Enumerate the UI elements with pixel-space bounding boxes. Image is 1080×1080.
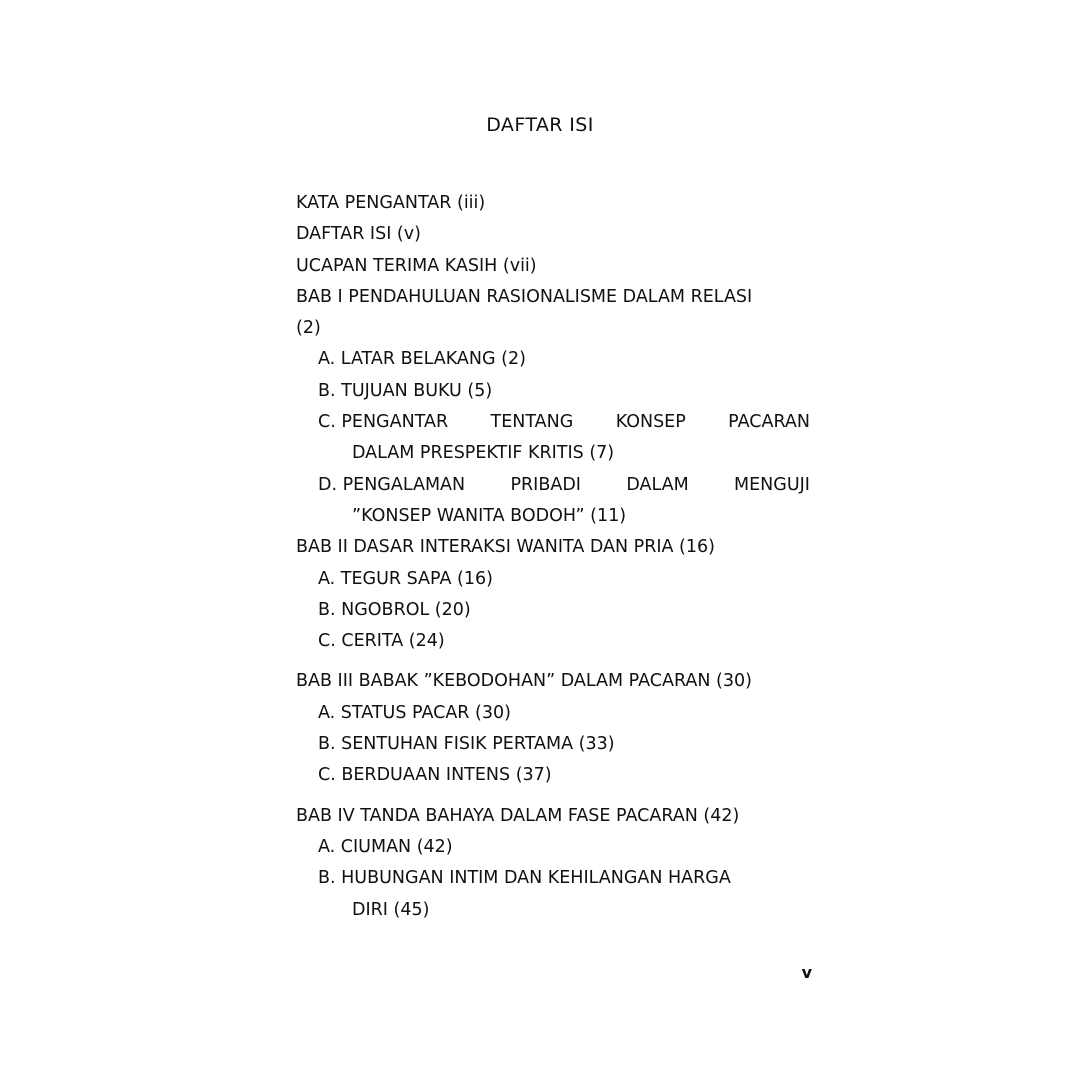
toc-entry-bab3-b[interactable]: B. SENTUHAN FISIK PERTAMA (33) xyxy=(318,734,615,755)
toc-entry-daftar-isi[interactable]: DAFTAR ISI (v) xyxy=(296,224,421,245)
toc-entry-bab1-d[interactable] xyxy=(318,470,810,501)
toc-entry-bab2-b[interactable]: B. NGOBROL (20) xyxy=(318,599,471,620)
toc-entry-kata-pengantar[interactable]: KATA PENGANTAR (iii) xyxy=(296,193,486,213)
toc-entry-bab3-a[interactable]: A. STATUS PACAR (30) xyxy=(318,702,511,723)
toc-entry-bab1-c-continuation[interactable]: DALAM PRESPEKTIF KRITIS (7) xyxy=(352,443,615,464)
toc-entry-bab1-c[interactable] xyxy=(318,407,810,438)
toc-entry-bab1-d-seg-4: MENGUJI xyxy=(734,474,810,495)
page-title: DAFTAR ISI xyxy=(486,114,594,136)
page-number: v xyxy=(801,963,812,982)
toc-entry-bab1-d-continuation[interactable]: ”KONSEP WANITA BODOH” (11) xyxy=(352,505,627,526)
toc-entry-bab1-b[interactable]: B. TUJUAN BUKU (5) xyxy=(318,380,493,401)
toc-entry-bab1-d-seg-1: D. PENGALAMAN xyxy=(318,474,466,495)
toc-entry-bab1-c-seg-2: TENTANG xyxy=(490,412,574,433)
toc-entry-ucapan-terima-kasih[interactable]: UCAPAN TERIMA KASIH (vii) xyxy=(296,255,537,276)
toc-chapter-bab-2[interactable]: BAB II DASAR INTERAKSI WANITA DAN PRIA (16) xyxy=(296,537,715,558)
toc-chapter-bab-3[interactable]: BAB III BABAK ”KEBODOHAN” DALAM PACARAN (30) xyxy=(296,671,752,692)
toc-entry-bab1-d-seg-2: PRIBADI xyxy=(510,474,581,495)
toc-entry-bab4-a[interactable]: A. CIUMAN (42) xyxy=(318,836,453,857)
toc-chapter-bab-4[interactable]: BAB IV TANDA BAHAYA DALAM FASE PACARAN (42) xyxy=(296,805,740,826)
toc-entry-bab4-b[interactable]: B. HUBUNGAN INTIM DAN KEHILANGAN HARGA xyxy=(318,868,731,889)
toc-entry-bab3-c[interactable]: C. BERDUAAN INTENS (37) xyxy=(318,765,552,786)
toc-chapter-bab-1[interactable]: BAB I PENDAHULUAN RASIONALISME DALAM RELASI xyxy=(296,286,753,307)
toc-entry-bab1-c-seg-4: PACARAN xyxy=(728,412,810,433)
toc-entry-bab4-b-continuation[interactable]: DIRI (45) xyxy=(352,899,430,920)
toc-entry-bab1-a[interactable]: A. LATAR BELAKANG (2) xyxy=(318,349,526,370)
toc-entry-bab1-c-seg-1: C. PENGANTAR xyxy=(318,412,449,433)
toc-entry-bab2-c[interactable]: C. CERITA (24) xyxy=(318,631,445,652)
table-of-contents xyxy=(296,188,816,926)
toc-entry-bab1-c-seg-3: KONSEP xyxy=(615,412,686,433)
toc-entry-bab1-d-seg-3: DALAM xyxy=(626,474,689,495)
toc-chapter-bab-1-page[interactable]: (2) xyxy=(296,318,321,339)
toc-entry-bab2-a[interactable]: A. TEGUR SAPA (16) xyxy=(318,568,493,589)
